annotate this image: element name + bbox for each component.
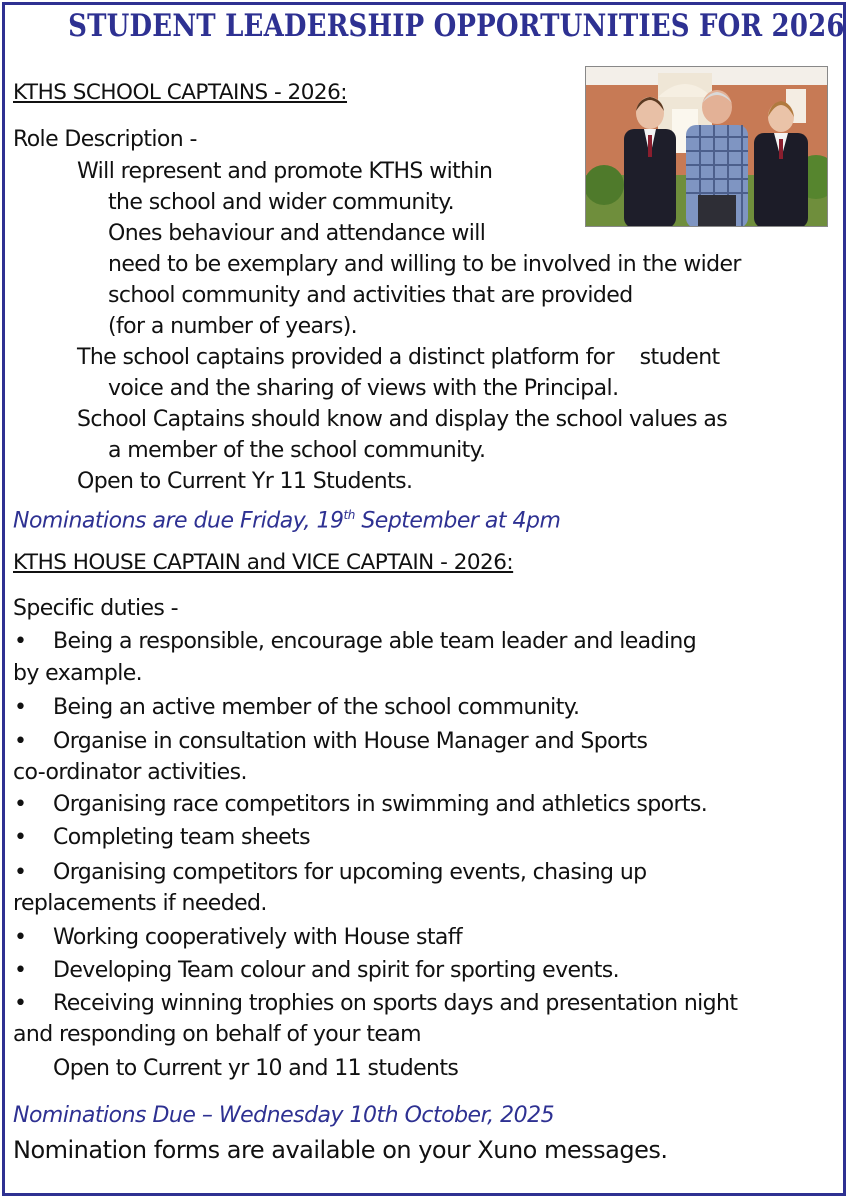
list-item: Organise in consultation with House Manager and Sports: [53, 729, 648, 754]
role-line: Ones behaviour and attendance will: [108, 221, 486, 246]
role-line: Will represent and promote KTHS within: [77, 159, 493, 184]
role-description-label: Role Description -: [13, 127, 197, 152]
list-item-continued: and responding on behalf of your team: [13, 1022, 421, 1047]
bullet-icon: •: [14, 991, 27, 1016]
house-open-to: Open to Current yr 10 and 11 students: [53, 1056, 459, 1081]
house-nomination-date: Nominations Due – Wednesday 10th October, 2025: [13, 1103, 555, 1128]
list-item-continued: replacements if needed.: [13, 891, 267, 916]
list-item-continued: by example.: [13, 661, 143, 686]
bullet-icon: •: [14, 629, 27, 654]
list-item: Organising race competitors in swimming and athletics sports.: [53, 792, 708, 817]
people-photo-icon: [586, 67, 828, 227]
role-line: the school and wider community.: [108, 190, 454, 215]
bullet-icon: •: [14, 695, 27, 720]
list-item: Developing Team colour and spirit for sporting events.: [53, 958, 620, 983]
list-item: Being a responsible, encourage able team leader and leading: [53, 629, 697, 654]
list-item: Working cooperatively with House staff: [53, 925, 463, 950]
list-item: Receiving winning trophies on sports days and presentation night: [53, 991, 738, 1016]
list-item: Organising competitors for upcoming events, chasing up: [53, 860, 647, 885]
nomination-forms-note: Nomination forms are available on your Xuno messages.: [13, 1136, 668, 1164]
bullet-icon: •: [14, 860, 27, 885]
role-line: (for a number of years).: [108, 314, 358, 339]
role-line: The school captains provided a distinct platform for student: [77, 345, 720, 370]
bullet-icon: •: [14, 825, 27, 850]
bullet-icon: •: [14, 792, 27, 817]
bullet-icon: •: [14, 729, 27, 754]
role-line: need to be exemplary and willing to be involved in the wider: [108, 252, 741, 277]
list-item: Completing team sheets: [53, 825, 310, 850]
role-line: School Captains should know and display the school values as: [77, 407, 728, 432]
house-captains-heading: KTHS HOUSE CAPTAIN and VICE CAPTAIN - 2026:: [13, 550, 514, 575]
list-item-continued: co-ordinator activities.: [13, 760, 247, 785]
role-line: school community and activities that are provided: [108, 283, 633, 308]
bullet-icon: •: [14, 925, 27, 950]
captains-photo: [585, 66, 828, 227]
role-line: Open to Current Yr 11 Students.: [77, 469, 413, 494]
role-line: a member of the school community.: [108, 438, 486, 463]
specific-duties-label: Specific duties -: [13, 596, 178, 621]
school-captains-heading: KTHS SCHOOL CAPTAINS - 2026:: [13, 80, 348, 105]
list-item: Being an active member of the school community.: [53, 695, 580, 720]
captains-nomination-date: Nominations are due Friday, 19th September at 4pm: [13, 508, 561, 534]
bullet-icon: •: [14, 958, 27, 983]
role-line: voice and the sharing of views with the Principal.: [108, 376, 619, 401]
page-title: STUDENT LEADERSHIP OPPORTUNITIES FOR 2026: [68, 8, 845, 44]
